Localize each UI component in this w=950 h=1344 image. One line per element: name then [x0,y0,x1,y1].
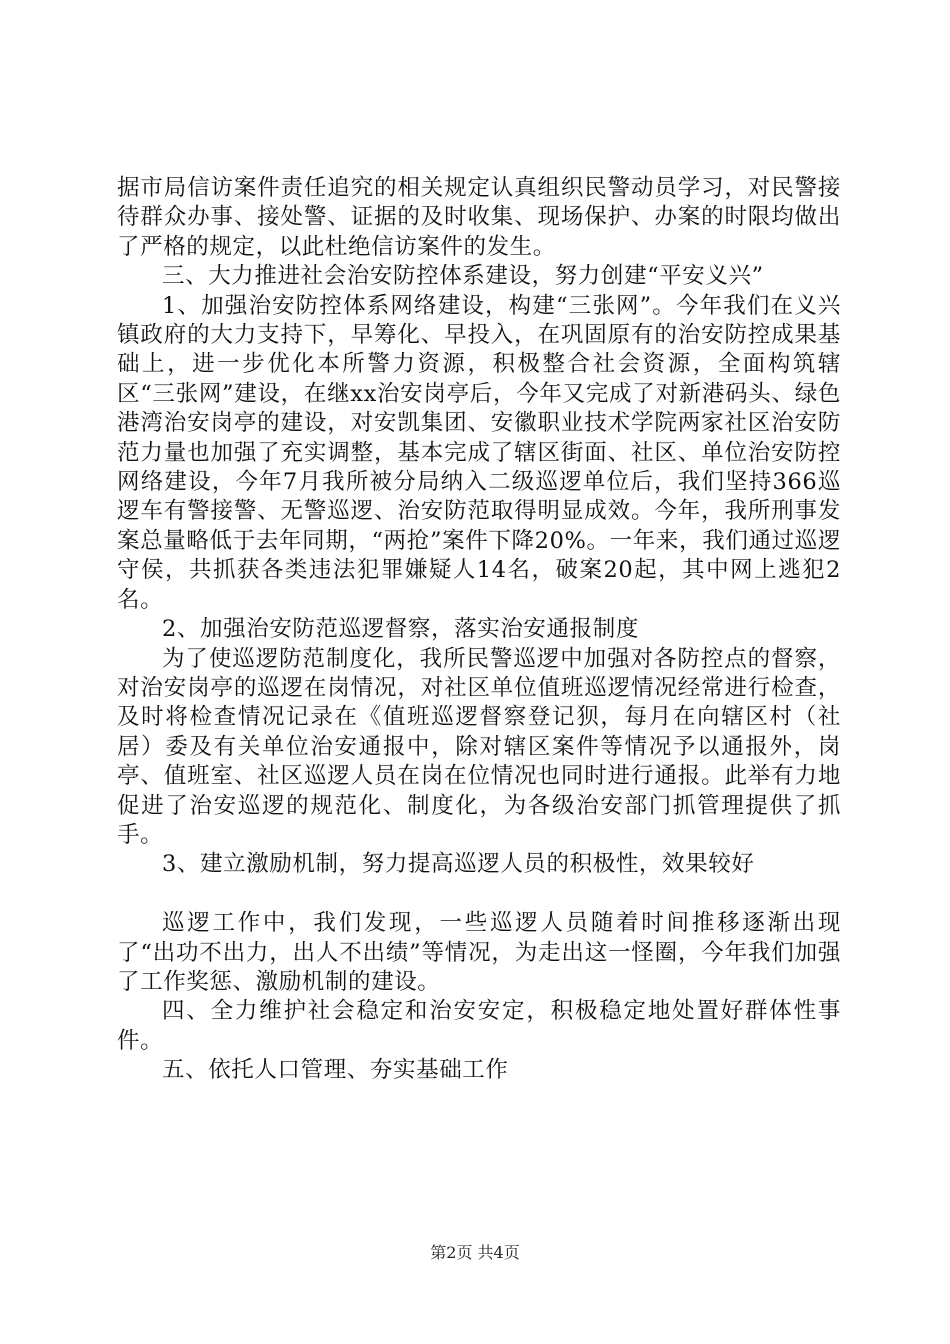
paragraph-petition-rules: 据市局信访案件责任追究的相关规定认真组织民警动员学习，对民警接待群众办事、接处警、证据的及时收集、现场保护、办案的时限均做出了严格的规定，以此杜绝信访案件的发生。 [117,175,841,260]
paragraph-three-nets: 1、加强治安防控体系网络建设，构建“三张网”。今年我们在义兴镇政府的大力支持下，早筹化、早投入，在巩固原有的治安防控成果基础上，进一步优化本所警力资源，积极整合社会资源，全面构筑辖区“三张网”建设，在继xx治安岗亭后，今年又完成了对新港码头、绿色港湾治安岗亭的建设，对安凯集团、安徽职业技术学院两家社区治安防范力量也加强了充实调整，基本完成了辖区街面、社区、单位治安防控网络建设，今年7月我所被分局纳入二级巡逻单位后，我们坚持366巡逻车有警接警、无警巡逻、治安防范取得明显成效。今年，我所刑事发案总量略低于去年同期，“两抢”案件下降20%。一年来，我们通过巡逻守侯，共抓获各类违法犯罪嫌疑人14名，破案20起，其中网上逃犯2名。 [117,292,841,613]
heading-section-five: 五、依托人口管理、夯实基础工作 [162,1057,509,1084]
paragraph-incentive-mechanism: 巡逻工作中，我们发现，一些巡逻人员随着时间推移逐渐出现了“出功不出力，出人不出绩”等情况，为走出这一怪圈，今年我们加强了工作奖惩、激励机制的建设。 [117,910,841,995]
page-number-footer: 第2页 共4页 [430,1243,520,1262]
heading-patrol-supervision: 2、加强治安防范巡逻督察，落实治安通报制度 [162,616,639,643]
paragraph-patrol-supervision: 为了使巡逻防范制度化，我所民警巡逻中加强对各防控点的督察，对治安岗亭的巡逻在岗情况，对社区单位值班巡逻情况经常进行检查，及时将检查情况记录在《值班巡逻督察登记狈，每月在向辖区村（社居）委及有关单位治安通报中，除对辖区案件等情况予以通报外，岗亭、值班室、社区巡逻人员在岗在位情况也同时进行通报。此举有力地促进了治安巡逻的规范化、制度化，为各级治安部门抓管理提供了抓手。 [117,645,841,848]
heading-section-three: 三、大力推进社会治安防控体系建设，努力创建“平安义兴” [162,263,764,290]
heading-section-four: 四、全力维护社会稳定和治安安定，积极稳定地处置好群体性事件。 [117,998,841,1054]
heading-incentive-mechanism: 3、建立激励机制，努力提高巡逻人员的积极性，效果较好 [162,851,755,878]
document-body [117,174,841,1086]
